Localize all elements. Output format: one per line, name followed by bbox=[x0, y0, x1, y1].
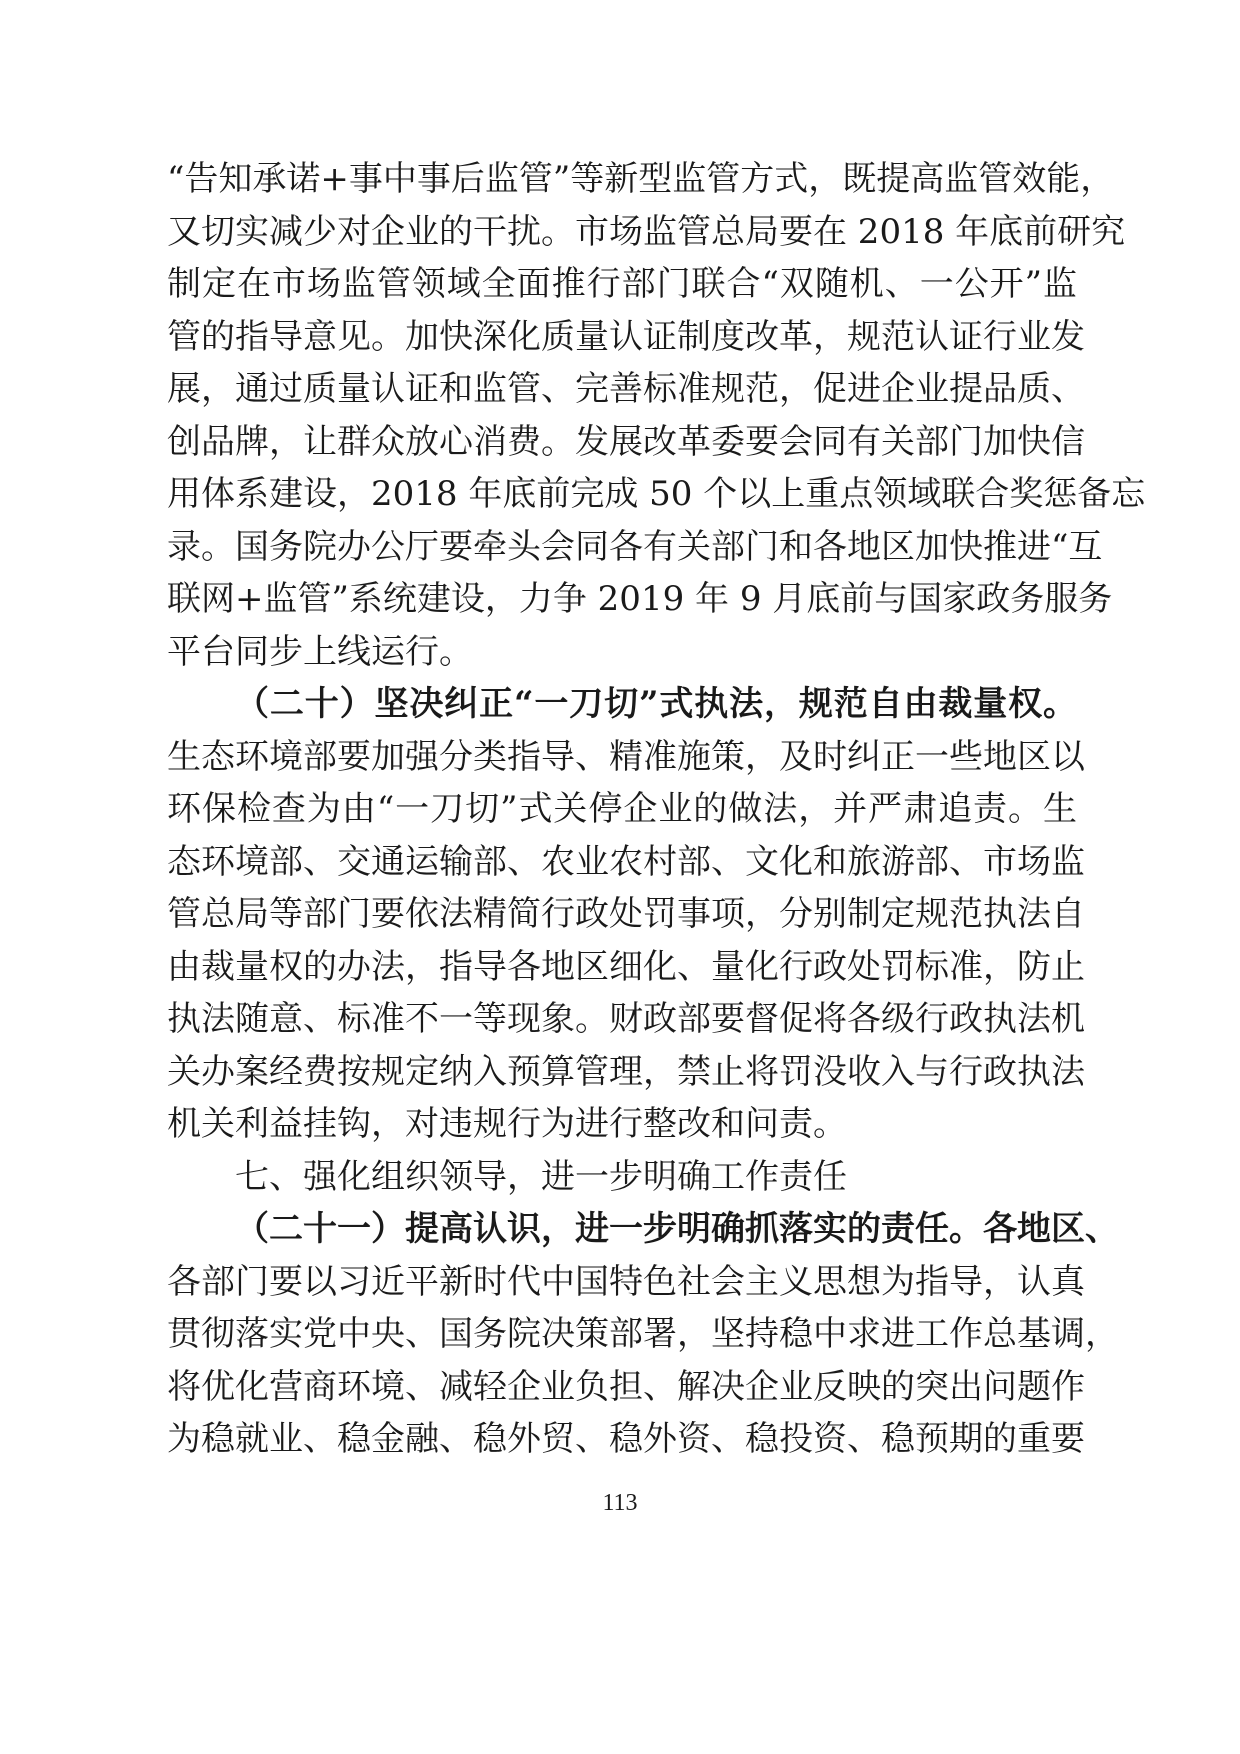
body-text-line: 执法随意、标准不一等现象。财政部要督促将各级行政执法机 bbox=[167, 999, 1085, 1039]
page-number: 113 bbox=[602, 1489, 638, 1516]
body-text-line: 录。国务院办公厅要牵头会同各有关部门和各地区加快推进“互 bbox=[167, 526, 1103, 567]
section-heading-twenty-one: （二十一）提高认识，进一步明确抓落实的责任。各地区、 bbox=[235, 1209, 1119, 1249]
body-text-line: 联网+监管”系统建设，力争 2019 年 9 月底前与国家政务服务 bbox=[167, 579, 1113, 619]
body-text-line: 用体系建设，2018 年底前完成 50 个以上重点领域联合奖惩备忘 bbox=[167, 474, 1146, 514]
body-text-line: 又切实减少对企业的干扰。市场监管总局要在 2018 年底前研究 bbox=[167, 211, 1126, 252]
body-text-line: 为稳就业、稳金融、稳外贸、稳外资、稳投资、稳预期的重要 bbox=[167, 1419, 1085, 1459]
body-text-line: 关办案经费按规定纳入预算管理，禁止将罚没收入与行政执法 bbox=[167, 1051, 1085, 1092]
body-text-line: “告知承诺+事中事后监管”等新型监管方式，既提高监管效能， bbox=[167, 159, 1115, 199]
section-heading-twenty: （二十）坚决纠正“一刀切”式执法，规范自由裁量权。 bbox=[235, 684, 1077, 724]
body-text-line: 机关利益挂钩，对违规行为进行整改和问责。 bbox=[167, 1104, 847, 1144]
body-text-line: 管总局等部门要依法精简行政处罚事项，分别制定规范执法自 bbox=[167, 894, 1085, 934]
body-text-line: 创品牌，让群众放心消费。发展改革委要会同有关部门加快信 bbox=[167, 421, 1085, 462]
body-text-line: 贯彻落实党中央、国务院决策部署，坚持稳中求进工作总基调， bbox=[167, 1314, 1119, 1354]
body-text-line: 将优化营商环境、减轻企业负担、解决企业反映的突出问题作 bbox=[167, 1366, 1085, 1407]
body-text-line: 态环境部、交通运输部、农业农村部、文化和旅游部、市场监 bbox=[167, 841, 1085, 882]
body-text-line: 由裁量权的办法，指导各地区细化、量化行政处罚标准，防止 bbox=[167, 946, 1085, 987]
body-text-line: 制定在市场监管领域全面推行部门联合“双随机、一公开”监 bbox=[167, 264, 1077, 304]
chapter-heading-seven: 七、强化组织领导，进一步明确工作责任 bbox=[235, 1156, 847, 1197]
body-text-line: 平台同步上线运行。 bbox=[167, 631, 473, 672]
body-text-line: 生态环境部要加强分类指导、精准施策，及时纠正一些地区以 bbox=[167, 736, 1085, 777]
body-text-line: 各部门要以习近平新时代中国特色社会主义思想为指导，认真 bbox=[167, 1261, 1085, 1302]
body-text-line: 环保检查为由“一刀切”式关停企业的做法，并严肃追责。生 bbox=[167, 789, 1077, 829]
body-text-line: 管的指导意见。加快深化质量认证制度改革，规范认证行业发 bbox=[167, 316, 1085, 357]
body-text-line: 展，通过质量认证和监管、完善标准规范，促进企业提品质、 bbox=[167, 369, 1085, 409]
